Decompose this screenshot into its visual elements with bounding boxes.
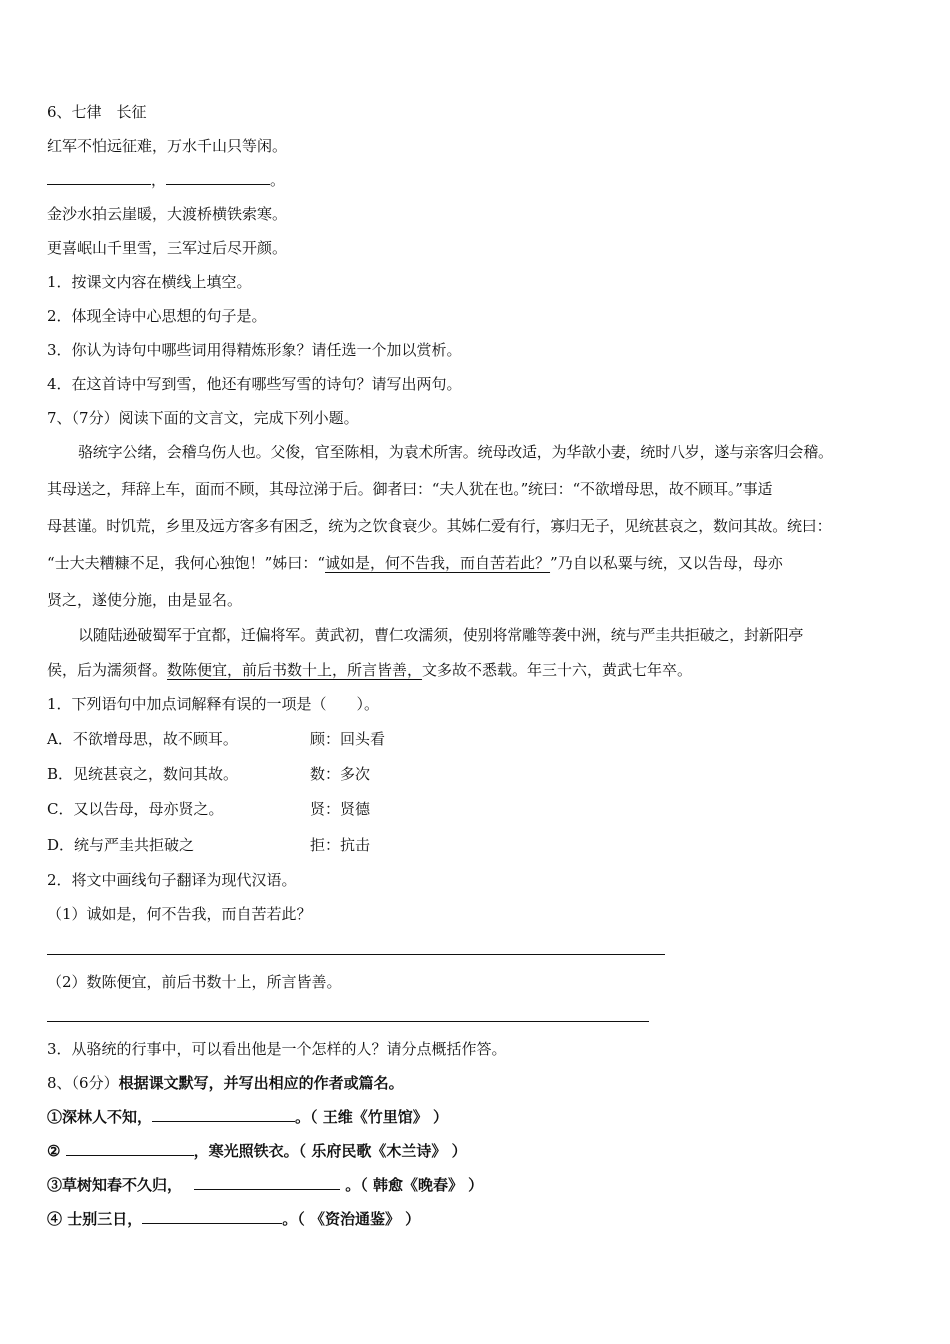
- recite-blank-1[interactable]: [152, 1107, 295, 1122]
- q7-sub2-stem: 2．将文中画线句子翻译为现代汉语。: [47, 871, 297, 889]
- q6-sub-4: 4．在这首诗中写到雪，他还有哪些写雪的诗句？请写出两句。: [47, 375, 462, 393]
- q8-header: [47, 1073, 404, 1093]
- q7-sub3: 3．从骆统的行事中，可以看出他是一个怎样的人？请分点概括作答。: [47, 1040, 507, 1058]
- q6-sub-1: 1．按课文内容在横线上填空。: [47, 273, 252, 291]
- recite-item-4-pre: ④ 士别三日，: [47, 1210, 143, 1228]
- option-b-gloss: 数：多次: [310, 765, 371, 783]
- option-b: B．见统甚哀之，数问其故。: [47, 765, 239, 783]
- passage-p1-line-5: 贤之，遂使分施，由是显名。: [47, 591, 243, 609]
- recite-blank-3[interactable]: [194, 1175, 340, 1190]
- recite-item-1: [47, 1107, 448, 1127]
- passage-p1-line-1: 骆统字公绪，会稽乌伤人也。父俊，官至陈相，为袁术所害。统母改适，为华歆小妻，统时八岁，遂与亲客归会稽。: [78, 443, 833, 461]
- poem-blank-period: 。: [270, 171, 286, 189]
- recite-item-3-pre: ③草树知春不久归，: [47, 1176, 183, 1194]
- poem-blank-comma: ，: [151, 171, 167, 189]
- recite-item-3-post: 。（ 韩愈《晚春》 ）: [340, 1176, 484, 1194]
- option-c-gloss: 贤：贤德: [310, 800, 371, 818]
- recite-item-1-post: 。（ 王维《竹里馆》 ）: [295, 1108, 448, 1126]
- option-a: A．不欲增母思，故不顾耳。: [47, 730, 238, 748]
- q7-header: 7、（7分）阅读下面的文言文，完成下列小题。: [47, 409, 359, 427]
- translate-sentence-1: （1）诚如是，何不告我，而自苦若此？: [47, 905, 312, 923]
- passage-p1-line-3: 母甚谨。时饥荒，乡里及远方客多有困乏，统为之饮食衰少。其姊仁爱有行，寡归无子，见统甚哀之，数问其故。统曰：: [47, 517, 832, 535]
- poem-line-4: 更喜岷山千里雪，三军过后尽开颜。: [47, 239, 288, 257]
- answer-line-1[interactable]: [47, 954, 665, 955]
- passage-p1-line-4-pre: “士大夫糟糠不足，我何心独饱！”姊曰：“: [47, 554, 326, 572]
- passage-p2-line-1: 以随陆逊破蜀军于宜都，迁偏将军。黄武初，曹仁攻濡须，使别将常雕等袭中洲，统与严圭共拒破之，封新阳亭: [78, 626, 804, 644]
- option-c: C．又以告母，母亦贤之。: [47, 800, 224, 818]
- recite-item-3: [47, 1175, 483, 1195]
- recite-item-1-pre: ①深林人不知，: [47, 1108, 153, 1126]
- answer-line-2[interactable]: [47, 1021, 649, 1022]
- underlined-sentence-1: 诚如是，何不告我，而自苦若此？: [325, 554, 551, 572]
- recite-item-4-post: 。（ 《资治通鉴》 ）: [282, 1210, 421, 1228]
- recite-item-2: [47, 1141, 467, 1161]
- q8-header-text: 根据课文默写，并写出相应的作者或篇名。: [118, 1074, 404, 1092]
- poem-blank-2[interactable]: [166, 170, 270, 185]
- passage-p1-line-4-post: ”乃自以私粟与统，又以告母，母亦: [550, 554, 783, 572]
- passage-p2-line-2-pre: 侯，后为濡须督。: [47, 661, 168, 679]
- q8-header-num: 8、（6分）: [47, 1074, 119, 1092]
- poem-blank-1[interactable]: [47, 170, 151, 185]
- option-d-gloss: 拒：抗击: [310, 836, 371, 854]
- poem-fill-line: [47, 170, 285, 190]
- recite-blank-4[interactable]: [142, 1209, 282, 1224]
- poem-line-3: 金沙水拍云崖暖，大渡桥横铁索寒。: [47, 205, 288, 223]
- translate-sentence-2: （2）数陈便宜，前后书数十上，所言皆善。: [47, 973, 342, 991]
- option-d: D．统与严圭共拒破之: [47, 836, 195, 854]
- passage-p2-line-2: [47, 660, 692, 680]
- recite-item-2-pre: ②: [47, 1142, 66, 1160]
- q6-sub-2: 2．体现全诗中心思想的句子是。: [47, 307, 267, 325]
- recite-item-2-post: ，寒光照铁衣。（ 乐府民歌《木兰诗》 ）: [193, 1142, 467, 1160]
- passage-p1-line-2: 其母送之，拜辞上车，面而不顾，其母泣涕于后。御者曰：“夫人犹在也。”统曰：“不欲增母思，故不顾耳。”事适: [47, 480, 773, 498]
- q7-sub1-stem: 1．下列语句中加点词解释有误的一项是（ ）。: [47, 695, 380, 713]
- recite-blank-2[interactable]: [66, 1141, 194, 1156]
- q6-sub-3: 3．你认为诗句中哪些词用得精炼形象？请任选一个加以赏析。: [47, 341, 462, 359]
- poem-line-1: 红军不怕远征难，万水千山只等闲。: [47, 137, 288, 155]
- passage-p1-line-4: [47, 553, 783, 573]
- option-a-gloss: 顾：回头看: [310, 730, 386, 748]
- recite-item-4: [47, 1209, 420, 1229]
- q6-header: 6、七律 长征: [47, 103, 147, 121]
- passage-p2-line-2-post: 文多故不悉载。年三十六，黄武七年卒。: [422, 661, 693, 679]
- underlined-sentence-2: 数陈便宜，前后书数十上，所言皆善，: [167, 661, 423, 679]
